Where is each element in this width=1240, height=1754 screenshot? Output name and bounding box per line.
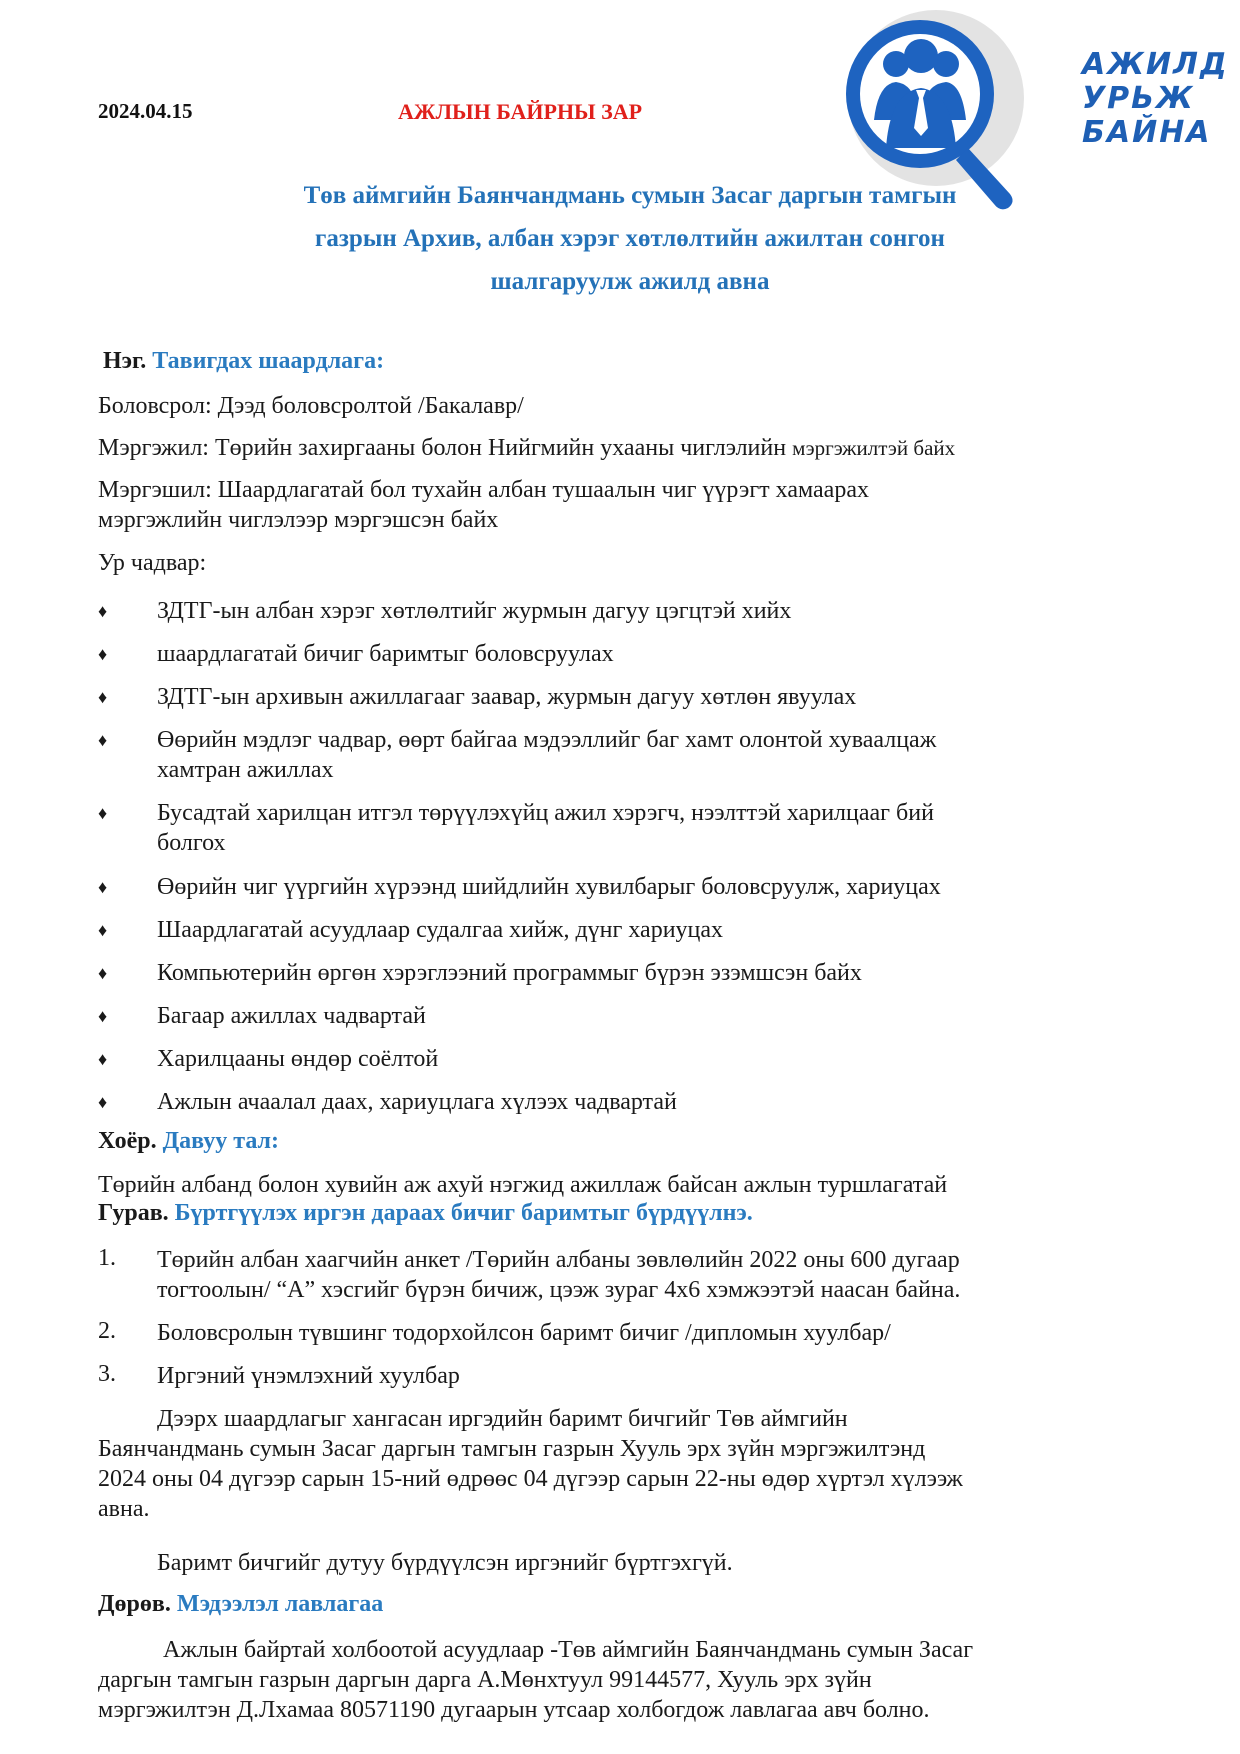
bullet-icon: ♦ [98, 920, 108, 940]
list-item [157, 725, 1157, 785]
list-number: 2. [98, 1318, 116, 1344]
paragraph-line: Баянчандмань сумын Засаг даргын тамгын газрын Хууль эрх зүйн мэргэжилтэнд [98, 1436, 926, 1462]
section-heading [103, 348, 384, 375]
paragraph-line: даргын тамгын газрын даргын дарга А.Мөнхтуул 99144577, Хууль эрх зүйн [98, 1667, 872, 1693]
list-item-line: Багаар ажиллах чадвартай [157, 1003, 426, 1029]
bullet-icon: ♦ [98, 963, 108, 983]
list-item [157, 1044, 1157, 1074]
logo-line: БАЙНА [1082, 115, 1212, 150]
bullet-icon: ♦ [98, 1049, 108, 1069]
paragraph-line: мэргэжилтэн Д.Лхамаа 80571190 дугаарын утсаар холбогдож лавлагаа авч болно. [98, 1697, 930, 1723]
section-title: Тавигдах шаардлага: [152, 348, 385, 374]
paragraph-line: авна. [98, 1496, 150, 1522]
abilities-label: Ур чадвар: [98, 550, 207, 576]
list-item-line: ЗДТГ-ын албан хэрэг хөтлөлтийг журмын дагуу цэгцтэй хийх [157, 598, 792, 624]
list-item-line: Төрийн албан хаагчийн анкет /Төрийн албаны зөвлөлийн 2022 оны 600 дугаар [157, 1247, 960, 1273]
list-item [157, 682, 1157, 712]
section-heading [98, 1128, 279, 1155]
list-item [157, 639, 1157, 669]
list-number: 3. [98, 1361, 116, 1387]
list-item [157, 596, 1157, 626]
heading-line: шалгаруулж ажилд авна [490, 268, 770, 295]
deadline-paragraph [98, 1404, 1148, 1524]
note-text: Баримт бичгийг дутуу бүрдүүлсэн иргэнийг бүртгэхгүй. [157, 1550, 733, 1576]
list-item-line: Өөрийн чиг үүргийн хүрээнд шийдлийн хувилбарыг боловсруулж, хариуцах [157, 874, 941, 900]
list-item-line: Бусадтай харилцан итгэл төрүүлэхүйц ажил хэрэгч, нээлттэй харилцааг бий [157, 800, 934, 826]
education-line: Боловсрол: Дээд боловсролтой /Бакалавр/ [98, 393, 524, 419]
section-number: Дөрөв. [98, 1591, 171, 1617]
ad-title: АЖЛЫН БАЙРНЫ ЗАР [398, 99, 643, 124]
list-item-line: болгох [157, 830, 226, 856]
section-number: Хоёр. [98, 1128, 157, 1154]
qualification-line: Мэргэшил: Шаардлагатай бол тухайн албан тушаалын чиг үүрэгт хамаарах [98, 477, 869, 503]
heading-line: Төв аймгийн Баянчандмань сумын Засаг даргын тамгын [303, 182, 957, 209]
logo-text [1082, 48, 1229, 150]
list-item [157, 1001, 1157, 1031]
section-title: Бүртгүүлэх иргэн дараах бичиг баримтыг бүрдүүлнэ. [174, 1200, 753, 1226]
logo-line: УРЬЖ [1082, 81, 1195, 116]
list-item-line: хамтран ажиллах [157, 757, 334, 783]
bullet-icon: ♦ [98, 803, 108, 823]
paragraph-line: 2024 оны 04 дүгээр сарын 15-ний өдрөөс 04 дүгээр сарын 22-ны өдөр хүртэл хүлээж [98, 1466, 963, 1492]
list-item [157, 1245, 1157, 1305]
bullet-icon: ♦ [98, 1092, 108, 1112]
list-item [157, 1087, 1157, 1117]
section-title: Мэдээлэл лавлагаа [176, 1591, 384, 1617]
list-item-line: Боловсролын түвшинг тодорхойлсон баримт бичиг /дипломын хуулбар/ [157, 1320, 891, 1346]
list-item [157, 798, 1157, 858]
bullet-icon: ♦ [98, 730, 108, 750]
qualification-line: мэргэжлийн чиглэлээр мэргэшсэн байх [98, 507, 499, 533]
list-item-line: шаардлагатай бичиг баримтыг боловсруулах [157, 641, 614, 667]
list-item-line: ЗДТГ-ын архивын ажиллагааг заавар, журмын дагуу хөтлөн явуулах [157, 684, 857, 710]
list-item [157, 1318, 1157, 1348]
list-item-line: тогтоолын/ “А” хэсгийг бүрэн бичиж, цээж зураг 4х6 хэмжээтэй наасан байна. [157, 1277, 961, 1303]
bullet-icon: ♦ [98, 687, 108, 707]
profession-line [98, 433, 955, 463]
list-number: 1. [98, 1245, 116, 1271]
profession-small-text: мэргэжилтэй байх [792, 436, 956, 460]
advantage-text: Төрийн албанд болон хувийн аж ахуй нэгжид ажиллаж байсан ажлын туршлагатай [98, 1172, 948, 1198]
bullet-icon: ♦ [98, 601, 108, 621]
list-item [157, 872, 1157, 902]
list-item-line: Шаардлагатай асуудлаар судалгаа хийж, дүнг хариуцах [157, 917, 724, 943]
section-heading [98, 1200, 753, 1227]
bullet-icon: ♦ [98, 644, 108, 664]
main-heading [180, 174, 1080, 303]
list-item-line: Өөрийн мэдлэг чадвар, өөрт байгаа мэдээллийг баг хамт олонтой хуваалцаж [157, 727, 937, 753]
list-item [157, 958, 1157, 988]
paragraph-line: Дээрх шаардлагыг хангасан иргэдийн баримт бичгийг Төв аймгийн [157, 1406, 848, 1432]
contact-paragraph [98, 1635, 1158, 1725]
date: 2024.04.15 [98, 99, 193, 123]
heading-line: газрын Архив, албан хэрэг хөтлөлтийн ажилтан сонгон [315, 225, 945, 252]
profession-text: Мэргэжил: Төрийн захиргааны болон Нийгмийн ухааны чиглэлийн [98, 435, 787, 461]
list-item [157, 915, 1157, 945]
paragraph-line: Ажлын байртай холбоотой асуудлаар -Төв аймгийн Баянчандмань сумын Засаг [163, 1637, 974, 1663]
logo-line: АЖИЛД [1082, 47, 1229, 82]
list-item-line: Ажлын ачаалал даах, хариуцлага хүлээх чадвартай [157, 1089, 677, 1115]
section-number: Гурав. [98, 1200, 169, 1226]
list-item-line: Иргэний үнэмлэхний хуулбар [157, 1363, 460, 1389]
section-title: Давуу тал: [162, 1128, 279, 1154]
bullet-icon: ♦ [98, 1006, 108, 1026]
section-number: Нэг. [103, 348, 147, 374]
list-item-line: Харилцааны өндөр соёлтой [157, 1046, 439, 1072]
list-item [157, 1361, 1157, 1391]
bullet-icon: ♦ [98, 877, 108, 897]
section-heading [98, 1591, 383, 1618]
list-item-line: Компьютерийн өргөн хэрэглээний программыг бүрэн эзэмшсэн байх [157, 960, 862, 986]
